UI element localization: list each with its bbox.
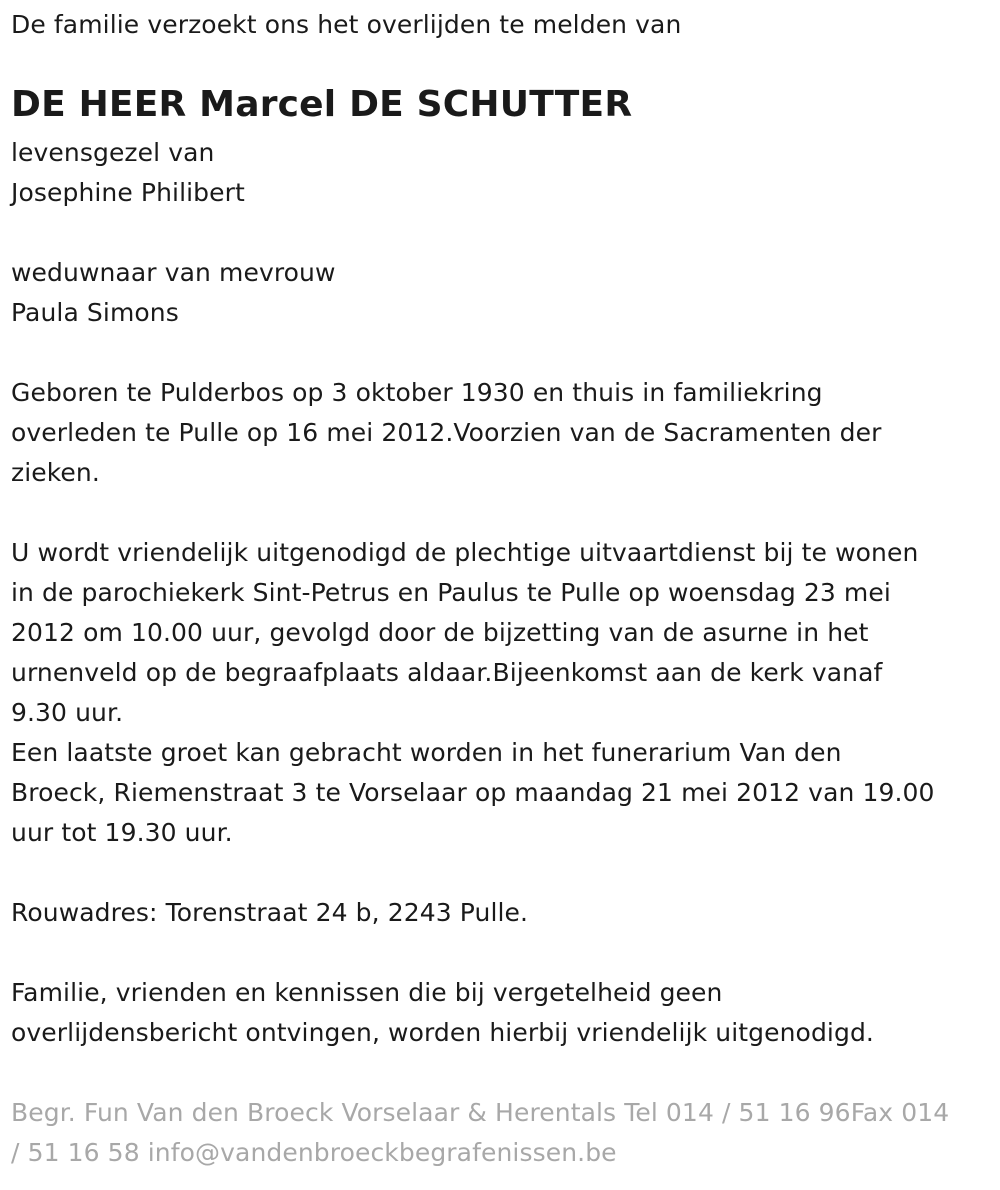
widower-name: Paula Simons [11,298,179,327]
address-line: Rouwadres: Torenstraat 24 b, 2243 Pulle. [11,898,529,927]
intro-text: De familie verzoekt ons het overlijden te melden van [11,10,682,39]
service-paragraph [11,533,935,853]
mourning-address [11,893,528,933]
service-line: uur tot 19.30 uur. [11,818,233,847]
birth-death-paragraph [11,373,882,493]
service-line: U wordt vriendelijk uitgenodigd de plechtige uitvaartdienst bij te wonen [11,538,919,567]
birth-death-line: zieken. [11,458,100,487]
partner-label: levensgezel van [11,138,215,167]
funeral-home-footer [11,1093,949,1173]
widower-block [11,253,336,333]
footer-line: / 51 16 58 info@vandenbroeckbegrafenissen.be [11,1138,617,1167]
family-note-paragraph [11,973,874,1053]
service-line: Een laatste groet kan gebracht worden in het funerarium Van den [11,738,842,767]
birth-death-line: overleden te Pulle op 16 mei 2012.Voorzien van de Sacramenten der [11,418,882,447]
family-note-line: Familie, vrienden en kennissen die bij vergetelheid geen [11,978,723,1007]
partner-block [11,133,245,213]
service-line: 9.30 uur. [11,698,124,727]
service-line: urnenveld op de begraafplaats aldaar.Bijeenkomst aan de kerk vanaf [11,658,883,687]
birth-death-line: Geboren te Pulderbos op 3 oktober 1930 en thuis in familiekring [11,378,823,407]
partner-name: Josephine Philibert [11,178,245,207]
service-line: in de parochiekerk Sint-Petrus en Paulus te Pulle op woensdag 23 mei [11,578,891,607]
widower-label: weduwnaar van mevrouw [11,258,336,287]
deceased-name: DE HEER Marcel DE SCHUTTER [11,84,633,125]
service-line: 2012 om 10.00 uur, gevolgd door de bijzetting van de asurne in het [11,618,869,647]
service-line: Broeck, Riemenstraat 3 te Vorselaar op maandag 21 mei 2012 van 19.00 [11,778,935,807]
footer-line: Begr. Fun Van den Broeck Vorselaar & Herentals Tel 014 / 51 16 96Fax 014 [11,1098,950,1127]
family-note-line: overlijdensbericht ontvingen, worden hierbij vriendelijk uitgenodigd. [11,1018,874,1047]
